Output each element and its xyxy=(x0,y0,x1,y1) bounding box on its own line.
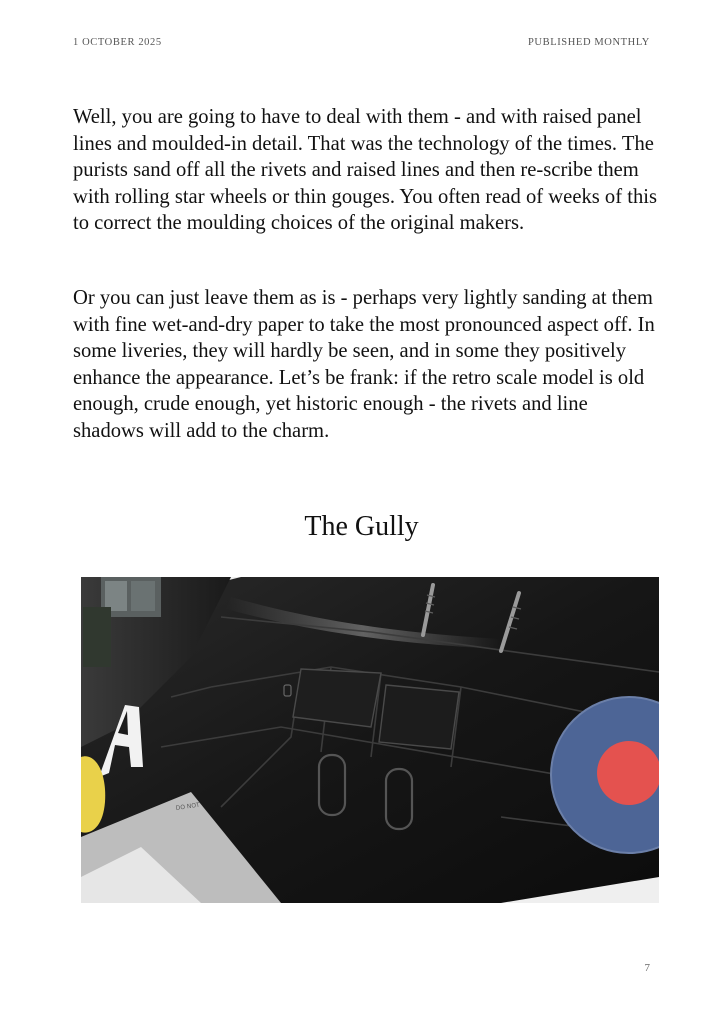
article-paragraph-2: Or you can just leave them as is - perhaps very lightly sanding at them with fine wet-and-dry paper to take the most pronounced aspect off. In some liveries, they will hardly be seen, and in some they positively enhance the appearance. Let’s be frank: if the retro scale model is old enough, crude enough, yet historic enough - the rivets and line shadows will add to the charm. xyxy=(73,287,655,442)
header-date: 1 OCTOBER 2025 xyxy=(73,37,162,48)
svg-text:DO NOT: DO NOT xyxy=(175,801,201,812)
section-title: The Gully xyxy=(304,511,419,542)
article-paragraph-1: Well, you are going to have to deal with them - and with raised panel lines and moulded-in detail. That was the technology of the times. The purists sand off all the rivets and raised lines and then re-scribe them with rolling star wheels or thin gouges. You often read of weeks of this to correct the moulding choices of the original makers. xyxy=(73,106,657,234)
page-number: 7 xyxy=(644,962,650,974)
aircraft-model-photo xyxy=(81,577,659,903)
header-publication: PUBLISHED MONTHLY xyxy=(527,37,650,48)
